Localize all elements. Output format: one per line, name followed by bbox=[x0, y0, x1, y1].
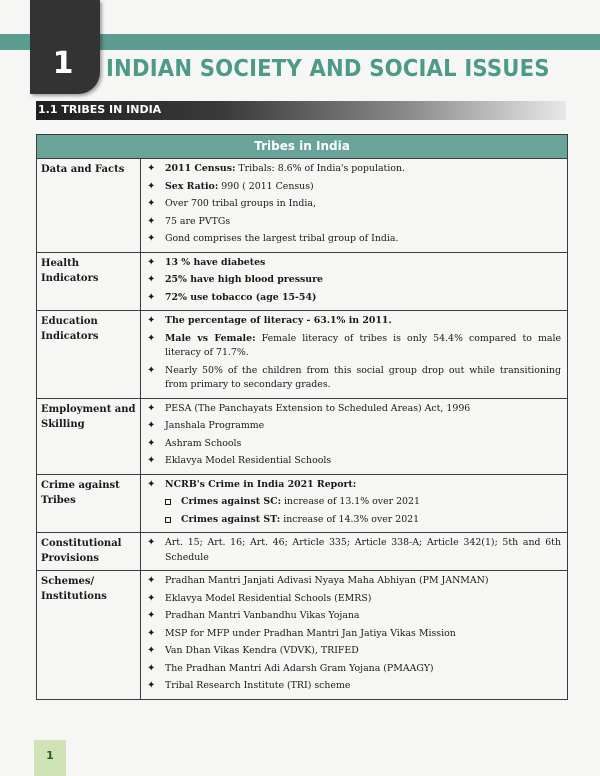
list-item bbox=[141, 314, 561, 329]
item-text: Gond comprises the largest tribal group of India. bbox=[165, 233, 399, 244]
list-item bbox=[141, 419, 561, 434]
chapter-number: 1 bbox=[52, 46, 74, 81]
four-point-star-bullet-icon: ✦ bbox=[147, 420, 156, 431]
row-items bbox=[141, 311, 567, 398]
list-item bbox=[141, 574, 561, 589]
item-text: Female literacy of tribes is only 54.4% compared to male literacy of 71.7%. bbox=[165, 332, 561, 358]
row-items bbox=[141, 533, 567, 570]
list-item bbox=[141, 402, 561, 417]
four-point-star-bullet-icon: ✦ bbox=[147, 592, 156, 604]
four-point-star-bullet-icon: ✦ bbox=[147, 163, 156, 174]
four-point-star-bullet-icon: ✦ bbox=[147, 575, 156, 586]
table-body bbox=[37, 159, 567, 699]
four-point-star-bullet-icon: ✦ bbox=[147, 680, 156, 691]
list-item bbox=[141, 609, 561, 624]
item-text: Pradhan Mantri Janjati Adivasi Nyaya Maha Abhiyan (PM JANMAN) bbox=[165, 575, 489, 586]
four-point-star-bullet-icon: ✦ bbox=[147, 537, 156, 548]
item-bold-text: Male vs Female: bbox=[165, 332, 256, 344]
row-category: Schemes/ Institutions bbox=[37, 571, 141, 699]
item-text: Pradhan Mantri Vanbandhu Vikas Yojana bbox=[165, 610, 360, 621]
item-text: Eklavya Model Residential Schools (EMRS) bbox=[165, 592, 372, 604]
list-item bbox=[141, 627, 561, 642]
section-heading: 1.1 TRIBES IN INDIA bbox=[38, 103, 162, 116]
page-number-badge bbox=[34, 740, 66, 776]
list-item bbox=[141, 291, 561, 306]
four-point-star-bullet-icon: ✦ bbox=[147, 274, 156, 285]
sub-list-item bbox=[141, 513, 561, 528]
item-bold-text: 25% have high blood pressure bbox=[165, 274, 323, 285]
item-text: 75 are PVTGs bbox=[165, 215, 231, 227]
item-text: Janshala Programme bbox=[165, 420, 265, 431]
item-bold-text: Sex Ratio: bbox=[165, 180, 219, 192]
row-category: Education Indicators bbox=[37, 311, 141, 398]
list-item bbox=[141, 454, 561, 469]
item-text: PESA (The Panchayats Extension to Scheduled Areas) Act, 1996 bbox=[165, 402, 471, 414]
four-point-star-bullet-icon: ✦ bbox=[147, 180, 156, 192]
list-item bbox=[141, 679, 561, 694]
four-point-star-bullet-icon: ✦ bbox=[147, 645, 156, 656]
four-point-star-bullet-icon: ✦ bbox=[147, 198, 156, 209]
four-point-star-bullet-icon: ✦ bbox=[147, 627, 156, 639]
four-point-star-bullet-icon: ✦ bbox=[147, 402, 156, 414]
list-item bbox=[141, 215, 561, 230]
item-bold-text: 2011 Census: bbox=[165, 163, 236, 174]
item-bold-text: 13 % have diabetes bbox=[165, 256, 266, 268]
four-point-star-bullet-icon: ✦ bbox=[147, 610, 156, 621]
page-number: 1 bbox=[46, 749, 54, 762]
square-bullet-icon bbox=[165, 517, 171, 523]
item-text: Van Dhan Vikas Kendra (VDVK), TRIFED bbox=[165, 645, 359, 656]
section-bar bbox=[36, 101, 566, 120]
list-item bbox=[141, 232, 561, 247]
item-text: Art. 15; Art. 16; Art. 46; Article 335; Article 338-A; Article 342(1); 5th and 6th Schedule bbox=[165, 537, 561, 563]
four-point-star-bullet-icon: ✦ bbox=[147, 233, 156, 244]
row-items bbox=[141, 475, 567, 533]
four-point-star-bullet-icon: ✦ bbox=[147, 291, 156, 303]
chapter-tab bbox=[30, 0, 100, 94]
row-category: Constitutional Provisions bbox=[37, 533, 141, 570]
chapter-title: INDIAN SOCIETY AND SOCIAL ISSUES bbox=[106, 56, 550, 82]
four-point-star-bullet-icon: ✦ bbox=[147, 332, 156, 344]
four-point-star-bullet-icon: ✦ bbox=[147, 215, 156, 227]
item-bold-text: NCRB's Crime in India 2021 Report: bbox=[165, 478, 357, 490]
list-item bbox=[141, 273, 561, 288]
table-row bbox=[37, 571, 567, 699]
four-point-star-bullet-icon: ✦ bbox=[147, 364, 156, 376]
list-item bbox=[141, 256, 561, 271]
row-items bbox=[141, 159, 567, 252]
list-item bbox=[141, 162, 561, 177]
list-item bbox=[141, 364, 561, 393]
item-bold-text: Crimes against ST: bbox=[181, 513, 281, 525]
item-text: Nearly 50% of the children from this social group drop out while transitioning from primary to secondary grades. bbox=[165, 364, 561, 390]
sub-list-item bbox=[141, 495, 561, 510]
list-item bbox=[141, 644, 561, 659]
list-item bbox=[141, 662, 561, 677]
item-text: Tribals: 8.6% of India's population. bbox=[235, 163, 405, 174]
list-item bbox=[141, 437, 561, 452]
item-text: Ashram Schools bbox=[165, 437, 242, 449]
row-items bbox=[141, 399, 567, 474]
four-point-star-bullet-icon: ✦ bbox=[147, 315, 156, 326]
item-text: Eklavya Model Residential Schools bbox=[165, 455, 332, 466]
table-row bbox=[37, 159, 567, 253]
item-text: increase of 14.3% over 2021 bbox=[280, 513, 420, 525]
row-items bbox=[141, 571, 567, 699]
four-point-star-bullet-icon: ✦ bbox=[147, 256, 156, 268]
table-row bbox=[37, 399, 567, 475]
item-text: MSP for MFP under Pradhan Mantri Jan Jatiya Vikas Mission bbox=[165, 627, 456, 639]
row-category: Employment and Skilling bbox=[37, 399, 141, 474]
list-item bbox=[141, 536, 561, 565]
item-text: 990 ( 2011 Census) bbox=[218, 180, 314, 192]
table-row bbox=[37, 533, 567, 571]
four-point-star-bullet-icon: ✦ bbox=[147, 662, 156, 674]
item-bold-text: 72% use tobacco (age 15-54) bbox=[165, 291, 317, 303]
four-point-star-bullet-icon: ✦ bbox=[147, 455, 156, 466]
four-point-star-bullet-icon: ✦ bbox=[147, 437, 156, 449]
list-item bbox=[141, 478, 561, 493]
item-text: Tribal Research Institute (TRI) scheme bbox=[165, 680, 351, 691]
list-item bbox=[141, 180, 561, 195]
list-item bbox=[141, 592, 561, 607]
table-row bbox=[37, 253, 567, 312]
item-text: The Pradhan Mantri Adi Adarsh Gram Yojana (PMAAGY) bbox=[165, 662, 434, 674]
list-item bbox=[141, 197, 561, 212]
item-text: increase of 13.1% over 2021 bbox=[281, 496, 420, 507]
square-bullet-icon bbox=[165, 499, 171, 505]
table-row bbox=[37, 475, 567, 534]
item-text: Over 700 tribal groups in India, bbox=[165, 198, 316, 209]
item-bold-text: The percentage of literacy - 63.1% in 2011. bbox=[165, 315, 392, 326]
four-point-star-bullet-icon: ✦ bbox=[147, 478, 156, 490]
table-row bbox=[37, 311, 567, 399]
list-item bbox=[141, 332, 561, 361]
row-items bbox=[141, 253, 567, 311]
row-category: Health Indicators bbox=[37, 253, 141, 311]
table-title: Tribes in India bbox=[37, 135, 567, 159]
row-category: Data and Facts bbox=[37, 159, 141, 252]
tribes-table bbox=[36, 134, 568, 700]
row-category: Crime against Tribes bbox=[37, 475, 141, 533]
item-bold-text: Crimes against SC: bbox=[181, 496, 282, 507]
